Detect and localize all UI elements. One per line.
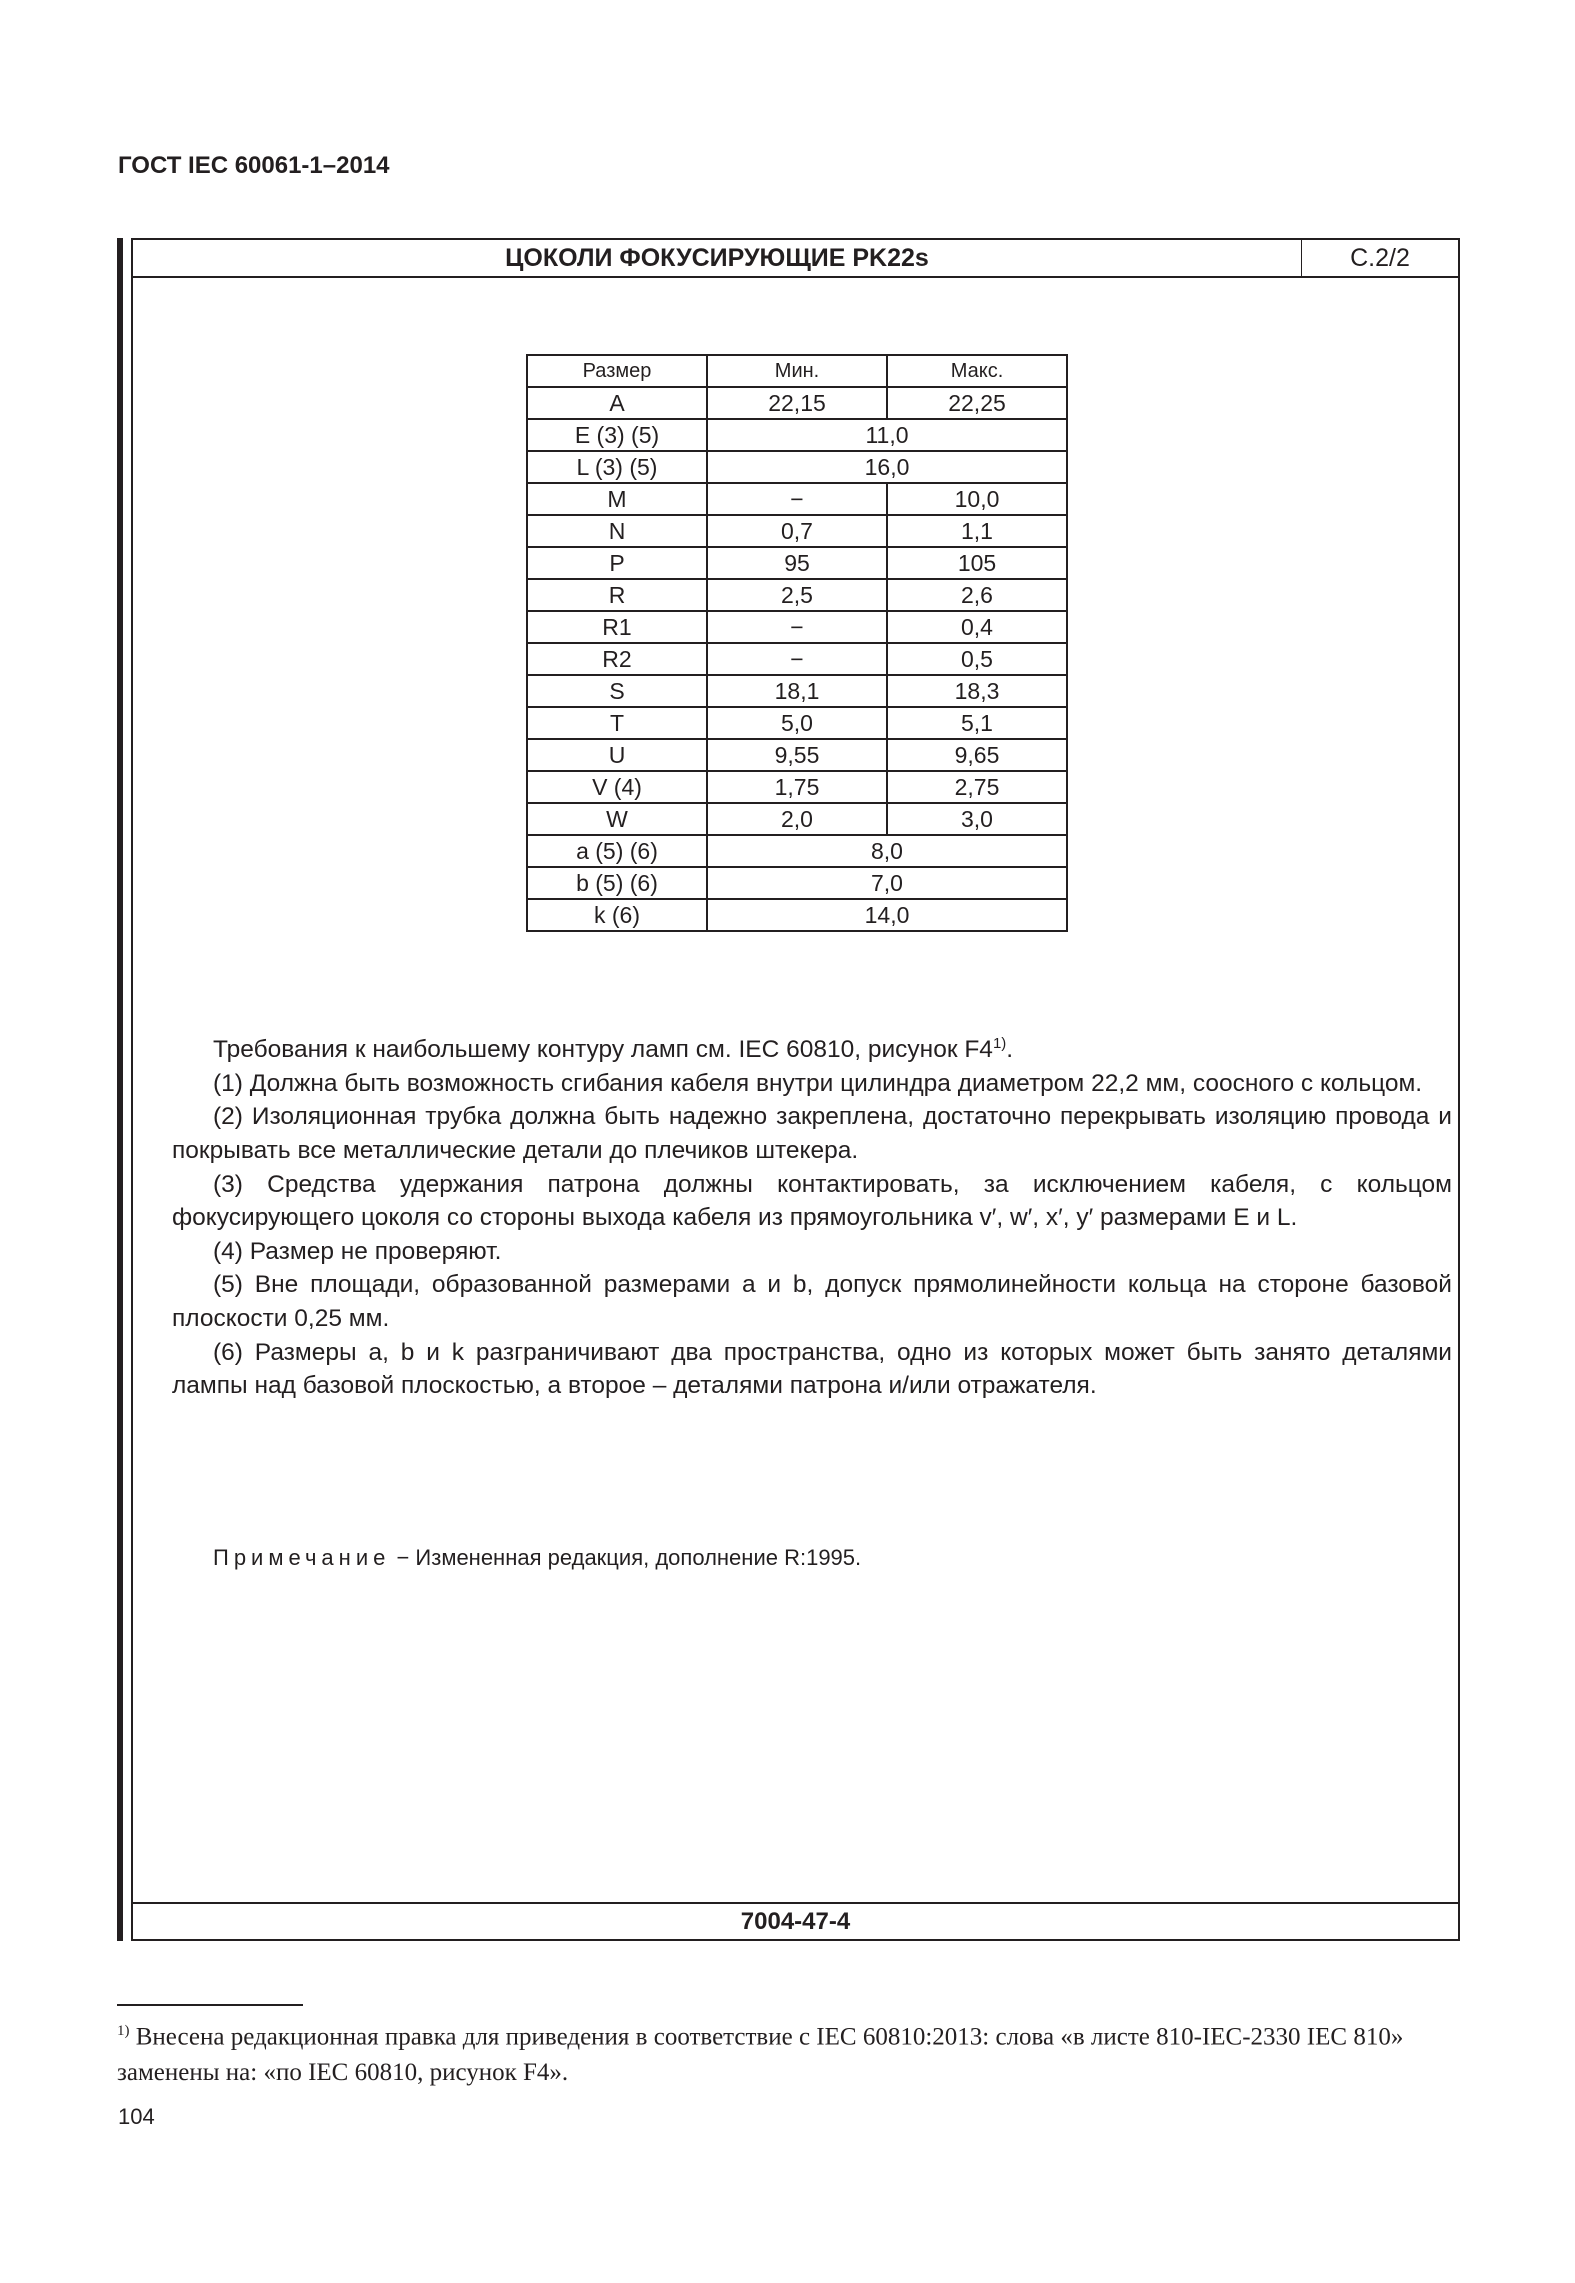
table-row bbox=[527, 643, 1067, 675]
notes-text bbox=[172, 1027, 1452, 1403]
table-cell: − bbox=[707, 611, 887, 643]
table-cell: k (6) bbox=[527, 899, 707, 931]
table-cell: 2,6 bbox=[887, 579, 1067, 611]
table-row bbox=[527, 835, 1067, 867]
standard-header: ГОСТ IEC 60061-1–2014 bbox=[118, 152, 390, 179]
table-row bbox=[527, 387, 1067, 419]
sheet-title: ЦОКОЛИ ФОКУСИРУЮЩИЕ PK22s bbox=[505, 244, 929, 272]
note-3: (3) Средства удержания патрона должны контактировать, за исключением кабеля, с кольцом фокусирующего цоколя со стороны выхода кабеля из прямоугольника v′, w′, x′, y′ размерами E и L. bbox=[172, 1170, 1452, 1232]
table-cell: 22,25 bbox=[887, 387, 1067, 419]
intro-text: Требования к наибольшему контуру ламп см. IEC 60810, рисунок F4 bbox=[213, 1036, 993, 1064]
note-2: (2) Изоляционная трубка должна быть надежно закреплена, достаточно перекрывать изоляцию провода и покрывать все металлические детали до плечиков штекера. bbox=[172, 1103, 1452, 1164]
sheet-number: С.2/2 bbox=[1301, 240, 1458, 276]
table-cell: 3,0 bbox=[887, 803, 1067, 835]
table-cell: R2 bbox=[527, 643, 707, 675]
table-cell: 10,0 bbox=[887, 483, 1067, 515]
note-1: (1) Должна быть возможность сгибания кабеля внутри цилиндра диаметром 22,2 мм, соосного с кольцом. bbox=[213, 1069, 1423, 1097]
table-cell: b (5) (6) bbox=[527, 867, 707, 899]
table-cell: 1,75 bbox=[707, 771, 887, 803]
table-row bbox=[527, 739, 1067, 771]
table-cell: R1 bbox=[527, 611, 707, 643]
table-row bbox=[527, 899, 1067, 931]
table-cell: W bbox=[527, 803, 707, 835]
table-header-row bbox=[527, 355, 1067, 387]
table-cell: 11,0 bbox=[707, 419, 1067, 451]
table-cell: 2,0 bbox=[707, 803, 887, 835]
table-cell: 0,5 bbox=[887, 643, 1067, 675]
table-cell: 9,55 bbox=[707, 739, 887, 771]
table-cell: 105 bbox=[887, 547, 1067, 579]
note-4: (4) Размер не проверяют. bbox=[213, 1237, 502, 1265]
remark-text: − Измененная редакция, дополнение R:1995. bbox=[390, 1545, 862, 1570]
footnote-ref: 1) bbox=[992, 1035, 1007, 1052]
table-row bbox=[527, 579, 1067, 611]
remark bbox=[213, 1545, 861, 1571]
table-cell: 5,0 bbox=[707, 707, 887, 739]
table-cell: 18,1 bbox=[707, 675, 887, 707]
table-cell: 7,0 bbox=[707, 867, 1067, 899]
table-cell: 14,0 bbox=[707, 899, 1067, 931]
table-cell: U bbox=[527, 739, 707, 771]
table-cell: 2,75 bbox=[887, 771, 1067, 803]
table-cell: P bbox=[527, 547, 707, 579]
table-row bbox=[527, 611, 1067, 643]
table-cell: 8,0 bbox=[707, 835, 1067, 867]
sheet-code: 7004-47-4 bbox=[133, 1902, 1458, 1939]
table-cell: M bbox=[527, 483, 707, 515]
table-cell: R bbox=[527, 579, 707, 611]
table-cell: 16,0 bbox=[707, 451, 1067, 483]
table-cell: 18,3 bbox=[887, 675, 1067, 707]
page-number: 104 bbox=[118, 2104, 155, 2129]
table-cell: 2,5 bbox=[707, 579, 887, 611]
table-row bbox=[527, 451, 1067, 483]
table-cell: 1,1 bbox=[887, 515, 1067, 547]
table-cell: E (3) (5) bbox=[527, 419, 707, 451]
intro-paragraph bbox=[172, 1027, 1452, 1067]
intro-end: . bbox=[1006, 1036, 1014, 1064]
table-cell: L (3) (5) bbox=[527, 451, 707, 483]
table-cell: 9,65 bbox=[887, 739, 1067, 771]
table-cell: 0,7 bbox=[707, 515, 887, 547]
note-5: (5) Вне площади, образованной размерами a и b, допуск прямолинейности кольца на стороне базовой плоскости 0,25 мм. bbox=[172, 1271, 1452, 1332]
table-row bbox=[527, 547, 1067, 579]
table-cell: 5,1 bbox=[887, 707, 1067, 739]
footnote bbox=[117, 2013, 1457, 2091]
footnote-mark: 1) bbox=[117, 2023, 130, 2039]
table-cell: V (4) bbox=[527, 771, 707, 803]
table-cell: Мин. bbox=[707, 355, 887, 387]
title-row bbox=[133, 240, 1458, 278]
remark-label: Примечание bbox=[213, 1545, 391, 1570]
table-cell: 0,4 bbox=[887, 611, 1067, 643]
table-row bbox=[527, 483, 1067, 515]
dimensions-table bbox=[526, 354, 1068, 932]
table-cell: N bbox=[527, 515, 707, 547]
table-row bbox=[527, 771, 1067, 803]
table-row bbox=[527, 707, 1067, 739]
table-cell: Размер bbox=[527, 355, 707, 387]
footnote-separator bbox=[117, 2004, 303, 2006]
table-row bbox=[527, 419, 1067, 451]
table-row bbox=[527, 803, 1067, 835]
note-6: (6) Размеры a, b и k разграничивают два пространства, одно из которых может быть занято деталями лампы над базовой плоскостью, а второе – деталями патрона и/или отражателя. bbox=[172, 1338, 1452, 1400]
table-cell: S bbox=[527, 675, 707, 707]
table-row bbox=[527, 675, 1067, 707]
table-cell: − bbox=[707, 643, 887, 675]
footnote-text: Внесена редакционная правка для приведения в соответствие с IEC 60810:2013: слова «в листе 810-IEC-2330 IEC 810» заменены на: «по IEC 60810, рисунок F4». bbox=[117, 2023, 1404, 2087]
table-cell: 95 bbox=[707, 547, 887, 579]
table-cell: T bbox=[527, 707, 707, 739]
table-cell: a (5) (6) bbox=[527, 835, 707, 867]
table-cell: Макс. bbox=[887, 355, 1067, 387]
table-cell: − bbox=[707, 483, 887, 515]
table-row bbox=[527, 867, 1067, 899]
table-cell: A bbox=[527, 387, 707, 419]
change-bar bbox=[117, 238, 123, 1941]
table-row bbox=[527, 515, 1067, 547]
table-cell: 22,15 bbox=[707, 387, 887, 419]
